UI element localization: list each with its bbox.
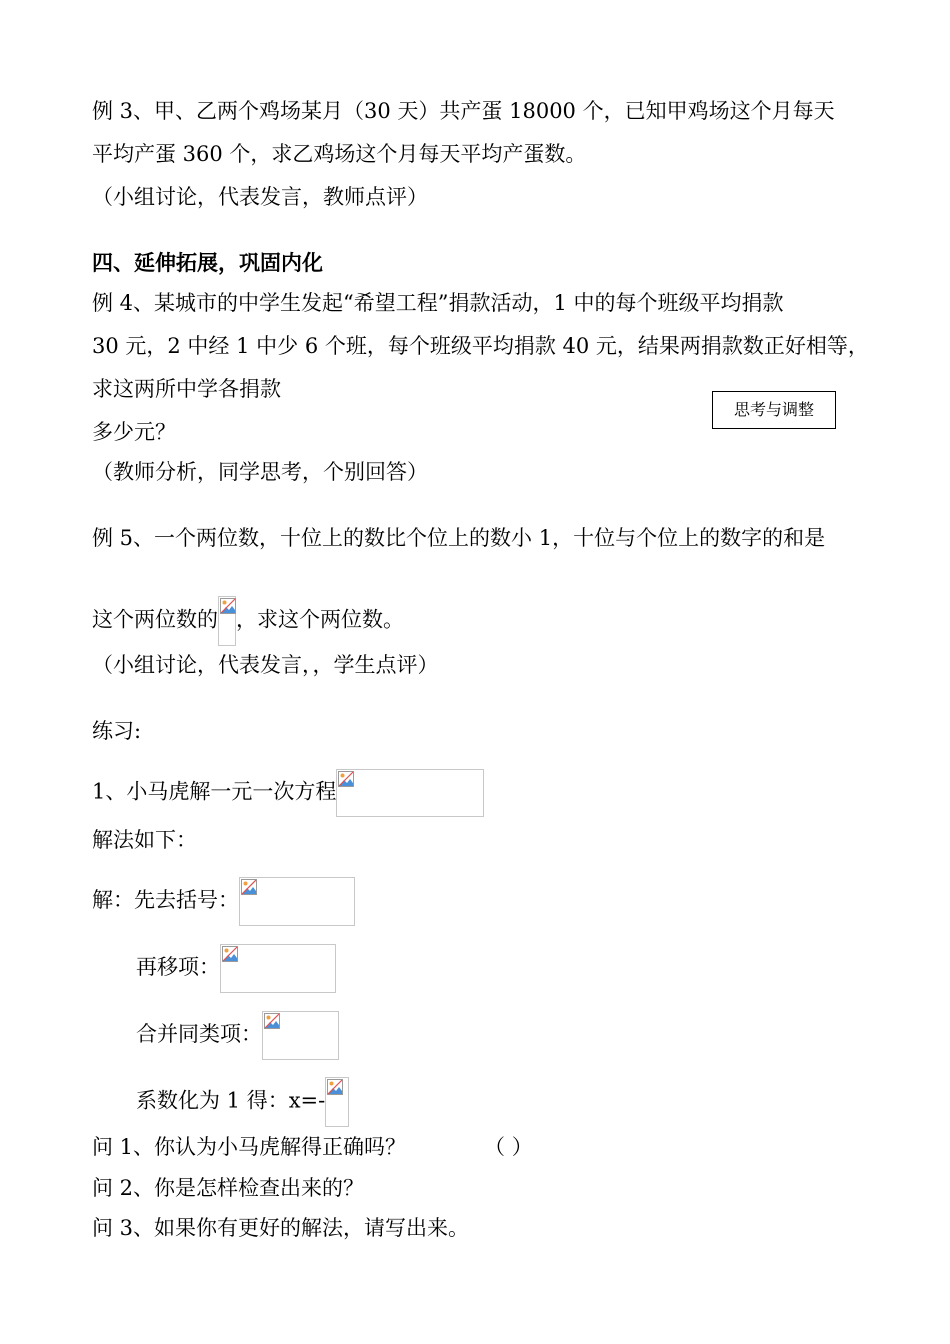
practice-step4-text: 系数化为 1 得：x=- xyxy=(136,1088,326,1113)
practice-ask3: 问 3、如果你有更好的解法，请写出来。 xyxy=(92,1216,470,1240)
practice-step1 xyxy=(92,877,355,926)
example3-line2: 平均产蛋 360 个，求乙鸡场这个月每天平均产蛋数。 xyxy=(92,142,587,166)
practice-step2-text: 再移项： xyxy=(136,955,220,979)
section4-title: 四、延伸拓展，巩固内化 xyxy=(92,250,323,275)
practice-step3-text: 合并同类项： xyxy=(136,1022,262,1046)
practice-ask1-text: 问 1、你认为小马虎解得正确吗？ xyxy=(92,1135,407,1159)
example4-line4: 多少元？ xyxy=(92,420,176,444)
broken-image-icon xyxy=(220,944,336,993)
practice-title: 练习: xyxy=(92,719,142,743)
broken-image-icon xyxy=(262,1011,339,1060)
broken-image-icon xyxy=(239,877,355,926)
practice-q1-text: 1、小马虎解一元一次方程 xyxy=(92,779,337,804)
side-box: 思考与调整 xyxy=(712,391,836,429)
example5-note: （小组讨论，代表发言，，学生点评） xyxy=(92,653,439,677)
practice-step3 xyxy=(136,1011,339,1060)
practice-ask2: 问 2、你是怎样检查出来的？ xyxy=(92,1176,365,1200)
practice-q1 xyxy=(92,769,484,817)
example5-line2-after: ，求这个两位数。 xyxy=(236,607,404,632)
example3-line1: 例 3、甲、乙两个鸡场某月（30 天）共产蛋 18000 个，已知甲鸡场这个月每天 xyxy=(92,99,835,123)
broken-image-icon xyxy=(336,769,484,817)
practice-step4 xyxy=(136,1077,349,1127)
example5-line2-before: 这个两位数的 xyxy=(92,607,218,632)
example4-line2: 30 元，2 中经 1 中少 6 个班，每个班级平均捐款 40 元，结果两捐款数正好相等， xyxy=(92,334,869,358)
answer-parentheses[interactable]: （ ） xyxy=(484,1135,533,1159)
example4-line3: 求这两所中学各捐款 xyxy=(92,377,281,401)
broken-image-icon xyxy=(325,1077,349,1127)
practice-method: 解法如下： xyxy=(92,828,197,852)
example4-note: （教师分析，同学思考，个别回答） xyxy=(92,460,428,484)
broken-image-icon xyxy=(218,596,236,646)
practice-ask1 xyxy=(92,1132,533,1162)
example3-note: （小组讨论，代表发言，教师点评） xyxy=(92,185,428,209)
example5-line2 xyxy=(92,596,404,646)
example5-line1: 例 5、一个两位数，十位上的数比个位上的数小 1，十位与个位上的数字的和是 xyxy=(92,526,826,550)
example4-line1: 例 4、某城市的中学生发起“希望工程”捐款活动，1 中的每个班级平均捐款 xyxy=(92,291,784,315)
practice-step1-text: 解：先去括号： xyxy=(92,888,239,912)
practice-step2 xyxy=(136,944,336,993)
